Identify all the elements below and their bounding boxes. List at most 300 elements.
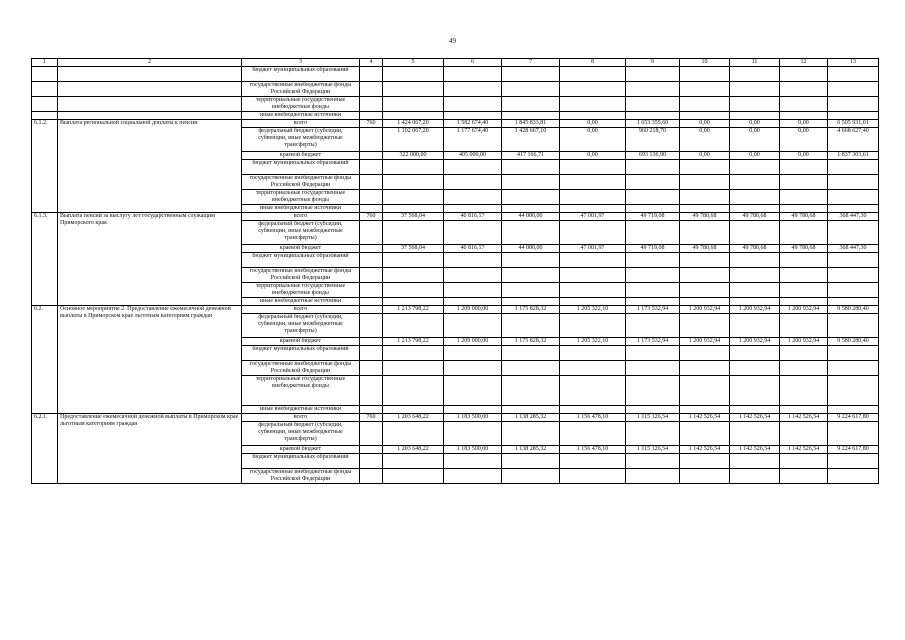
amount-cell (828, 160, 879, 175)
amount-cell (828, 346, 879, 361)
amount-cell (444, 190, 502, 205)
budget-code (360, 128, 383, 152)
amount-cell (502, 346, 560, 361)
amount-cell (780, 454, 828, 469)
amount-cell (444, 205, 502, 213)
funding-source: иные внебюджетные источники (242, 112, 360, 120)
amount-cell (560, 190, 626, 205)
amount-cell (730, 283, 780, 298)
amount-cell (730, 253, 780, 268)
amount-cell (502, 268, 560, 283)
amount-cell (828, 97, 879, 112)
amount-cell (444, 298, 502, 306)
item-name (58, 67, 242, 82)
amount-cell (730, 346, 780, 361)
amount-cell (680, 298, 730, 306)
amount-cell: 37 568,04 (383, 245, 444, 253)
amount-cell (560, 422, 626, 446)
table-row (32, 82, 879, 97)
funding-source: краевой бюджет (242, 446, 360, 454)
amount-cell (828, 221, 879, 245)
amount-cell (626, 268, 680, 283)
amount-cell (383, 112, 444, 120)
amount-cell: 960 218,70 (626, 128, 680, 152)
amount-cell (730, 406, 780, 414)
amount-cell (560, 298, 626, 306)
funding-source: территориальные государственные внебюджетные фонды (242, 190, 360, 205)
amount-cell: 1 424 067,20 (383, 120, 444, 128)
budget-code (360, 221, 383, 245)
amount-cell: 1 213 798,22 (383, 338, 444, 346)
item-code (32, 112, 58, 120)
budget-code (360, 446, 383, 454)
amount-cell (680, 97, 730, 112)
amount-cell (444, 221, 502, 245)
item-name: Предоставление ежемесячной денежной выплаты в Приморском крае льготным категориям граждан (58, 414, 242, 484)
amount-cell (828, 175, 879, 190)
amount-cell (502, 454, 560, 469)
amount-cell (730, 112, 780, 120)
funding-source: территориальные государственные внебюджетные фонды (242, 376, 360, 406)
amount-cell (444, 454, 502, 469)
table-row (32, 97, 879, 112)
budget-code (360, 190, 383, 205)
amount-cell (680, 469, 730, 484)
amount-cell (383, 190, 444, 205)
amount-cell (560, 283, 626, 298)
funding-source: бюджет муниципальных образований (242, 346, 360, 361)
amount-cell: 1 582 674,40 (444, 120, 502, 128)
amount-cell: 1 177 674,40 (444, 128, 502, 152)
amount-cell (780, 314, 828, 338)
page-number: 49 (449, 37, 456, 45)
amount-cell: 9 580 280,40 (828, 338, 879, 346)
amount-cell (680, 268, 730, 283)
amount-cell: 1 156 478,10 (560, 414, 626, 422)
amount-cell (626, 112, 680, 120)
amount-cell (444, 346, 502, 361)
funding-source: бюджет муниципальных образований (242, 160, 360, 175)
item-code: 6.2. (32, 306, 58, 414)
amount-cell: 1 200 932,94 (780, 338, 828, 346)
amount-cell (680, 346, 730, 361)
table-row (32, 112, 879, 120)
amount-cell (502, 82, 560, 97)
amount-cell (444, 283, 502, 298)
column-header: 3 (242, 59, 360, 67)
amount-cell: 1 142 526,54 (680, 446, 730, 454)
amount-cell (780, 190, 828, 205)
funding-source: территориальные государственные внебюджетные фонды (242, 283, 360, 298)
budget-table (31, 58, 879, 484)
amount-cell (502, 97, 560, 112)
table-row (32, 213, 879, 221)
amount-cell (626, 205, 680, 213)
amount-cell (780, 175, 828, 190)
amount-cell (828, 298, 879, 306)
amount-cell: 1 173 532,94 (626, 338, 680, 346)
amount-cell: 1 142 526,54 (730, 414, 780, 422)
column-header: 2 (58, 59, 242, 67)
amount-cell: 322 000,00 (383, 152, 444, 160)
amount-cell: 0,00 (730, 128, 780, 152)
amount-cell: 1 205 322,10 (560, 338, 626, 346)
amount-cell: 0,00 (780, 152, 828, 160)
amount-cell: 1 845 833,81 (502, 120, 560, 128)
amount-cell (383, 314, 444, 338)
amount-cell (730, 160, 780, 175)
budget-code: 760 (360, 120, 383, 128)
budget-code (360, 338, 383, 346)
amount-cell (680, 160, 730, 175)
amount-cell (502, 469, 560, 484)
amount-cell (502, 160, 560, 175)
amount-cell: 1 213 798,22 (383, 306, 444, 314)
amount-cell (444, 422, 502, 446)
amount-cell (502, 175, 560, 190)
amount-cell (780, 422, 828, 446)
amount-cell: 1 102 067,20 (383, 128, 444, 152)
amount-cell: 49 780,68 (730, 245, 780, 253)
amount-cell (383, 469, 444, 484)
amount-cell (383, 97, 444, 112)
table-row (32, 414, 879, 422)
table-row (32, 306, 879, 314)
amount-cell (780, 406, 828, 414)
column-header: 13 (828, 59, 879, 67)
amount-cell (780, 82, 828, 97)
amount-cell: 417 166,71 (502, 152, 560, 160)
amount-cell: 1 138 285,32 (502, 414, 560, 422)
amount-cell: 0,00 (560, 120, 626, 128)
amount-cell (383, 454, 444, 469)
amount-cell (780, 160, 828, 175)
funding-source: бюджет муниципальных образований (242, 253, 360, 268)
amount-cell: 1 200 932,94 (780, 306, 828, 314)
column-header: 12 (780, 59, 828, 67)
budget-code (360, 376, 383, 406)
amount-cell (626, 346, 680, 361)
amount-cell: 49 780,68 (680, 245, 730, 253)
amount-cell (560, 361, 626, 376)
amount-cell (828, 253, 879, 268)
column-header: 6 (444, 59, 502, 67)
amount-cell (680, 253, 730, 268)
item-name: Выплата региональной социальной доплаты к пенсии (58, 120, 242, 213)
amount-cell (502, 67, 560, 82)
item-code (32, 97, 58, 112)
amount-cell (444, 112, 502, 120)
amount-cell (444, 82, 502, 97)
amount-cell (383, 221, 444, 245)
amount-cell: 47 001,97 (560, 213, 626, 221)
funding-source: государственные внебюджетные фонды Российской Федерации (242, 268, 360, 283)
amount-cell (680, 376, 730, 406)
amount-cell: 1 156 478,10 (560, 446, 626, 454)
amount-cell: 0,00 (730, 120, 780, 128)
amount-cell (502, 283, 560, 298)
item-name: Основное мероприятие 2. Предоставление ежемесячной денежной выплаты в Приморском крае льготным категориям граждан (58, 306, 242, 414)
amount-cell: 1 200 932,94 (680, 338, 730, 346)
item-code: 6.1.2. (32, 120, 58, 213)
amount-cell (828, 190, 879, 205)
amount-cell: 4 668 627,40 (828, 128, 879, 152)
amount-cell (730, 67, 780, 82)
amount-cell: 49 719,08 (626, 245, 680, 253)
amount-cell (444, 253, 502, 268)
amount-cell: 9 224 617,80 (828, 414, 879, 422)
amount-cell (444, 469, 502, 484)
funding-source: краевой бюджет (242, 338, 360, 346)
amount-cell (626, 406, 680, 414)
amount-cell (560, 112, 626, 120)
amount-cell (502, 190, 560, 205)
amount-cell (626, 314, 680, 338)
amount-cell (780, 283, 828, 298)
funding-source: федеральный бюджет (субсидии, субвенции, иные межбюджетные трансферты) (242, 422, 360, 446)
budget-code (360, 454, 383, 469)
amount-cell (730, 422, 780, 446)
amount-cell: 49 780,68 (730, 213, 780, 221)
amount-cell (444, 175, 502, 190)
amount-cell: 368 447,30 (828, 213, 879, 221)
amount-cell (626, 469, 680, 484)
amount-cell (383, 283, 444, 298)
amount-cell (383, 253, 444, 268)
amount-cell (444, 160, 502, 175)
amount-cell: 1 142 526,54 (730, 446, 780, 454)
amount-cell: 1 200 932,94 (680, 306, 730, 314)
amount-cell (383, 175, 444, 190)
amount-cell (780, 112, 828, 120)
amount-cell (680, 454, 730, 469)
amount-cell: 1 142 526,54 (780, 446, 828, 454)
budget-code (360, 245, 383, 253)
amount-cell: 49 780,68 (680, 213, 730, 221)
amount-cell (383, 346, 444, 361)
amount-cell: 44 000,00 (502, 213, 560, 221)
item-code: 6.1.3. (32, 213, 58, 306)
amount-cell: 40 816,17 (444, 213, 502, 221)
budget-code (360, 283, 383, 298)
amount-cell (780, 361, 828, 376)
budget-code: 760 (360, 213, 383, 221)
amount-cell (383, 67, 444, 82)
column-header: 9 (626, 59, 680, 67)
amount-cell (560, 253, 626, 268)
amount-cell (730, 314, 780, 338)
budget-code (360, 152, 383, 160)
amount-cell: 1 175 828,32 (502, 306, 560, 314)
funding-source: государственные внебюджетные фонды Российской Федерации (242, 175, 360, 190)
amount-cell (383, 406, 444, 414)
column-header: 5 (383, 59, 444, 67)
amount-cell: 44 000,00 (502, 245, 560, 253)
amount-cell (502, 221, 560, 245)
amount-cell (730, 82, 780, 97)
amount-cell (730, 175, 780, 190)
column-header: 8 (560, 59, 626, 67)
amount-cell (444, 314, 502, 338)
amount-cell (828, 454, 879, 469)
amount-cell: 37 568,04 (383, 213, 444, 221)
column-header: 11 (730, 59, 780, 67)
amount-cell (560, 469, 626, 484)
amount-cell: 405 000,00 (444, 152, 502, 160)
column-header: 1 (32, 59, 58, 67)
amount-cell (680, 422, 730, 446)
amount-cell (680, 82, 730, 97)
budget-code (360, 160, 383, 175)
amount-cell (780, 346, 828, 361)
amount-cell (626, 253, 680, 268)
budget-code (360, 253, 383, 268)
funding-source: всего (242, 306, 360, 314)
amount-cell (560, 160, 626, 175)
amount-cell: 693 136,90 (626, 152, 680, 160)
amount-cell (502, 205, 560, 213)
amount-cell: 0,00 (730, 152, 780, 160)
budget-code (360, 314, 383, 338)
amount-cell (828, 268, 879, 283)
amount-cell (680, 67, 730, 82)
amount-cell (730, 376, 780, 406)
column-header: 7 (502, 59, 560, 67)
item-code (32, 67, 58, 82)
amount-cell (626, 160, 680, 175)
amount-cell: 1 138 285,32 (502, 446, 560, 454)
amount-cell (626, 376, 680, 406)
amount-cell: 1 837 303,61 (828, 152, 879, 160)
amount-cell (560, 97, 626, 112)
amount-cell (730, 97, 780, 112)
amount-cell (560, 175, 626, 190)
amount-cell (680, 314, 730, 338)
table-row (32, 67, 879, 82)
amount-cell (444, 268, 502, 283)
column-header: 4 (360, 59, 383, 67)
amount-cell: 1 142 526,54 (680, 414, 730, 422)
amount-cell (680, 190, 730, 205)
funding-source: государственные внебюджетные фонды Российской Федерации (242, 469, 360, 484)
amount-cell: 49 780,68 (780, 213, 828, 221)
amount-cell (680, 283, 730, 298)
amount-cell: 6 505 931,01 (828, 120, 879, 128)
funding-source: иные внебюджетные источники (242, 205, 360, 213)
amount-cell (502, 253, 560, 268)
amount-cell (502, 422, 560, 446)
amount-cell (730, 268, 780, 283)
amount-cell: 1 653 355,60 (626, 120, 680, 128)
item-code: 6.2.1. (32, 414, 58, 484)
amount-cell (828, 112, 879, 120)
budget-code (360, 422, 383, 446)
column-header: 10 (680, 59, 730, 67)
amount-cell (383, 268, 444, 283)
budget-code (360, 82, 383, 97)
amount-cell (828, 82, 879, 97)
budget-code (360, 406, 383, 414)
budget-code (360, 361, 383, 376)
amount-cell (680, 361, 730, 376)
amount-cell (626, 298, 680, 306)
amount-cell (680, 221, 730, 245)
amount-cell (780, 97, 828, 112)
amount-cell (383, 361, 444, 376)
amount-cell: 40 816,17 (444, 245, 502, 253)
funding-source: иные внебюджетные источники (242, 406, 360, 414)
item-name (58, 112, 242, 120)
budget-code (360, 469, 383, 484)
funding-source: федеральный бюджет (субсидии, субвенции, иные межбюджетные трансферты) (242, 221, 360, 245)
amount-cell (560, 314, 626, 338)
item-name (58, 82, 242, 97)
amount-cell (626, 454, 680, 469)
amount-cell (560, 346, 626, 361)
amount-cell (626, 221, 680, 245)
amount-cell: 1 205 322,10 (560, 306, 626, 314)
budget-code (360, 298, 383, 306)
budget-code (360, 67, 383, 82)
amount-cell (828, 469, 879, 484)
amount-cell (680, 112, 730, 120)
amount-cell: 0,00 (560, 152, 626, 160)
amount-cell (383, 160, 444, 175)
amount-cell (444, 376, 502, 406)
funding-source: краевой бюджет (242, 152, 360, 160)
budget-code (360, 175, 383, 190)
amount-cell (828, 422, 879, 446)
table-row (32, 120, 879, 128)
budget-code (360, 205, 383, 213)
amount-cell: 368 447,30 (828, 245, 879, 253)
amount-cell (560, 82, 626, 97)
amount-cell (560, 376, 626, 406)
amount-cell: 0,00 (780, 120, 828, 128)
amount-cell (828, 406, 879, 414)
amount-cell (680, 406, 730, 414)
amount-cell: 1 203 648,22 (383, 446, 444, 454)
amount-cell (780, 376, 828, 406)
item-code (32, 82, 58, 97)
amount-cell: 1 209 000,00 (444, 306, 502, 314)
amount-cell (828, 314, 879, 338)
amount-cell (828, 205, 879, 213)
funding-source: бюджет муниципальных образований (242, 454, 360, 469)
amount-cell (502, 112, 560, 120)
budget-code: 760 (360, 414, 383, 422)
amount-cell (626, 97, 680, 112)
funding-source: территориальные государственные внебюджетные фонды (242, 97, 360, 112)
funding-source: федеральный бюджет (субсидии, субвенции, иные межбюджетные трансферты) (242, 314, 360, 338)
amount-cell (502, 361, 560, 376)
amount-cell (680, 205, 730, 213)
amount-cell (780, 253, 828, 268)
amount-cell: 9 580 280,40 (828, 306, 879, 314)
amount-cell: 1 173 532,94 (626, 306, 680, 314)
amount-cell (780, 205, 828, 213)
amount-cell (626, 361, 680, 376)
budget-code (360, 112, 383, 120)
amount-cell (730, 298, 780, 306)
budget-code (360, 97, 383, 112)
amount-cell: 0,00 (680, 120, 730, 128)
amount-cell (560, 406, 626, 414)
amount-cell: 1 428 667,10 (502, 128, 560, 152)
amount-cell: 0,00 (680, 128, 730, 152)
amount-cell (502, 314, 560, 338)
amount-cell (730, 221, 780, 245)
